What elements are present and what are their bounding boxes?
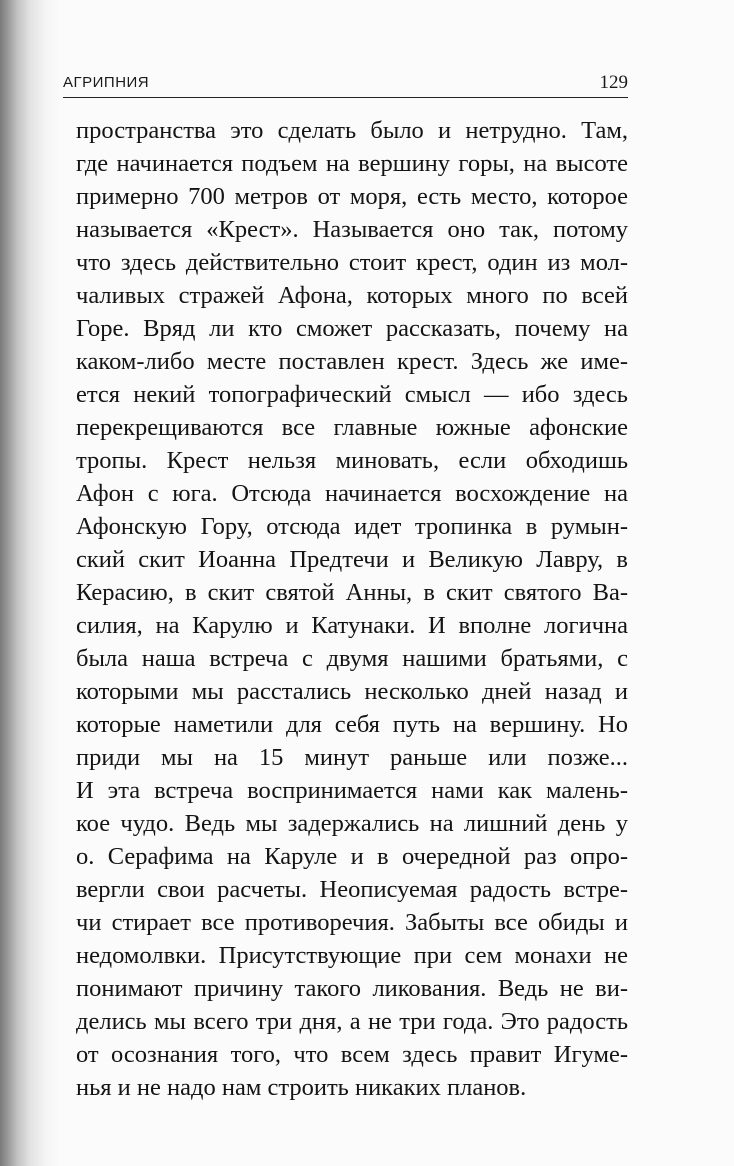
text-line: Афонскую Гору, отсюда идет тропинка в румын- [76,513,628,540]
body-text [76,114,628,1104]
text-line: Керасию, в скит святой Анны, в скит святого Ва- [76,579,628,606]
text-line: примерно 700 метров от моря, есть место, которое [76,183,628,210]
text-line: о. Серафима на Каруле и в очередной раз опро- [76,843,628,870]
page-header [63,72,628,96]
text-line: каком-либо месте поставлен крест. Здесь же име- [76,348,628,375]
text-line: нья и не надо нам строить никаких планов. [76,1074,527,1101]
text-line: чи стирает все противоречия. Забыты все обиды и [76,909,628,936]
page-binding-shadow [0,0,60,1166]
text-line: вергли свои расчеты. Неописуемая радость встре- [76,876,628,903]
text-line: Горе. Вряд ли кто сможет рассказать, почему на [76,315,628,342]
text-line: которыми мы расстались несколько дней назад и [76,678,628,705]
text-line: кое чудо. Ведь мы задержались на лишний день у [76,810,628,837]
text-line: делись мы всего три дня, а не три года. Это радость [76,1008,628,1035]
text-line: была наша встреча с двумя нашими братьями, с [76,645,628,672]
text-line: ется некий топографический смысл — ибо здесь [76,381,628,408]
text-line: тропы. Крест нельзя миновать, если обходишь [76,447,628,474]
text-line: ский скит Иоанна Предтечи и Великую Лавру, в [76,546,628,573]
text-line: перекрещиваются все главные южные афонские [76,414,628,441]
text-line: которые наметили для себя путь на вершину. Но [76,711,628,738]
text-line: чаливых стражей Афона, которых много по всей [76,282,628,309]
text-line: недомолвки. Присутствующие при сем монахи не [76,942,628,969]
text-line: от осознания того, что всем здесь правит Игуме- [76,1041,628,1068]
text-line: приди мы на 15 минут раньше или позже... [76,744,628,771]
header-rule [63,97,628,98]
text-line: называется «Крест». Называется оно так, потому [76,216,628,243]
text-line: понимают причину такого ликования. Ведь не ви- [76,975,628,1002]
text-line: пространства это сделать было и нетрудно. Там, [76,117,628,144]
text-line: где начинается подъем на вершину горы, на высоте [76,150,628,177]
running-head: АГРИПНИЯ [63,74,150,91]
text-line: что здесь действительно стоит крест, один из мол- [76,249,628,276]
page-number: 129 [599,72,628,93]
text-line: И эта встреча воспринимается нами как малень- [76,777,628,804]
text-line: Афон с юга. Отсюда начинается восхождение на [76,480,628,507]
text-line: силия, на Карулю и Катунаки. И вполне логична [76,612,628,639]
